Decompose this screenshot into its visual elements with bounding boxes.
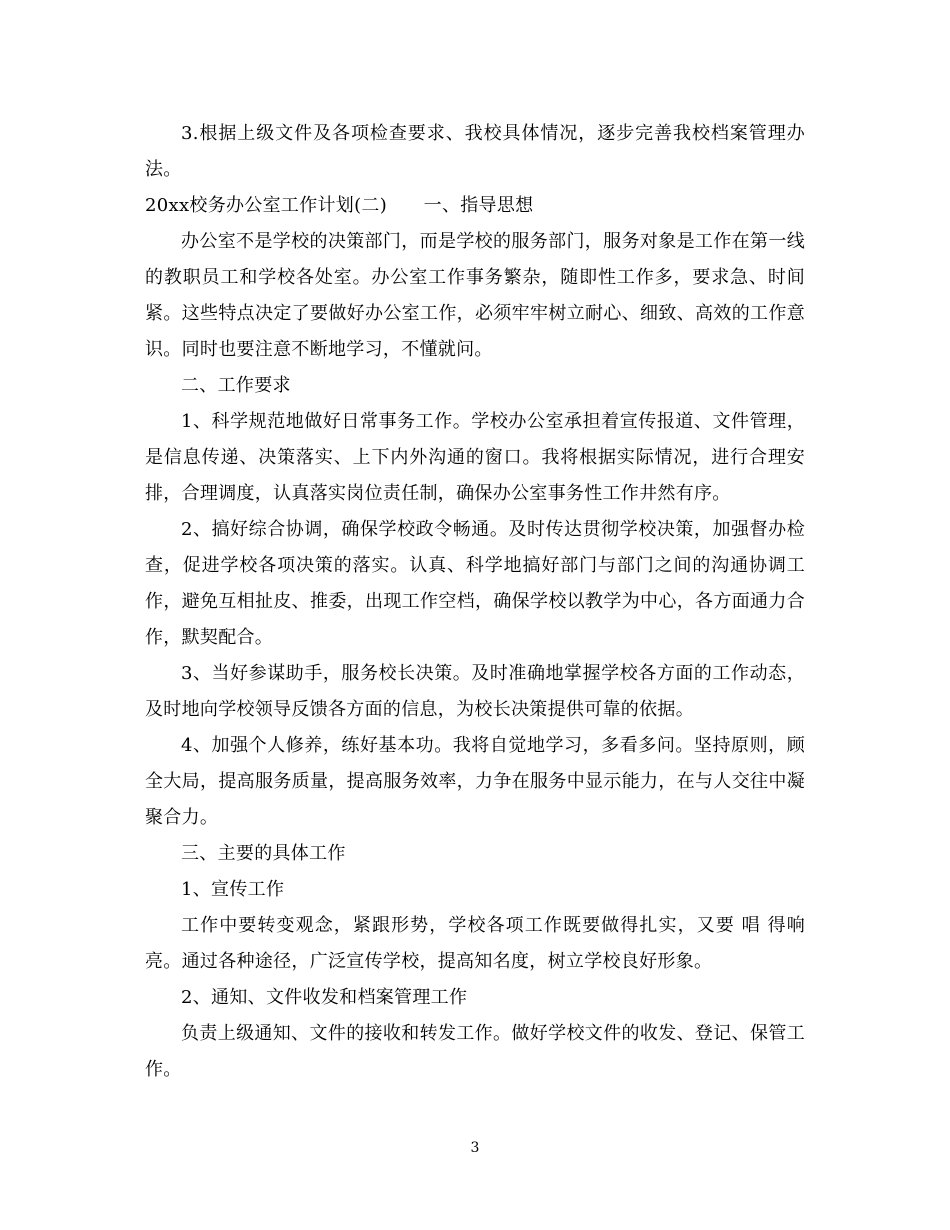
section-heading-main-work: 三、主要的具体工作: [181, 843, 346, 864]
paragraph-requirement-2: 2、搞好综合协调，确保学校政令畅通。及时传达贯彻学校决策，加强督办检查，促进学校各项决策的落实。认真、科学地搞好部门与部门之间的沟通协调工作，避免互相扯皮、推委，出现工作空档，确保学校以教学为中心，各方面通力合作，默契配合。: [145, 519, 805, 648]
paragraph-documents-archive: 负责上级通知、文件的接收和转发工作。做好学校文件的收发、登记、保管工作。: [145, 1023, 805, 1080]
section-heading-work-requirements: 二、工作要求: [181, 375, 291, 396]
subheading-publicity-work: 1、宣传工作: [181, 879, 285, 900]
paragraph-guiding-thought: 办公室不是学校的决策部门，而是学校的服务部门，服务对象是工作在第一线的教职员工和学校各处室。办公室工作事务繁杂，随即性工作多，要求急、时间紧。这些特点决定了要做好办公室工作，必须牢牢树立耐心、细致、高效的工作意识。同时也要注意不断地学习，不懂就问。: [145, 231, 805, 360]
plan-title-heading: 20xx校务办公室工作计划(二) 一、指导思想: [145, 195, 534, 216]
paragraph-requirement-1: 1、科学规范地做好日常事务工作。学校办公室承担着宣传报道、文件管理，是信息传递、决策落实、上下内外沟通的窗口。我将根据实际情况，进行合理安排，合理调度，认真落实岗位责任制，确保办公室事务性工作井然有序。: [145, 411, 805, 504]
paragraph-archive-management: 3.根据上级文件及各项检查要求、我校具体情况，逐步完善我校档案管理办法。: [145, 123, 805, 180]
document-body: [145, 116, 805, 1088]
subheading-documents-archive: 2、通知、文件收发和档案管理工作: [181, 987, 468, 1008]
paragraph-requirement-4: 4、加强个人修养，练好基本功。我将自觉地学习，多看多问。坚持原则，顾全大局，提高服务质量，提高服务效率，力争在服务中显示能力，在与人交往中凝聚合力。: [145, 735, 805, 828]
paragraph-publicity-work: 工作中要转变观念，紧跟形势，学校各项工作既要做得扎实，又要 唱 得响亮。通过各种途径，广泛宣传学校，提高知名度，树立学校良好形象。: [145, 915, 805, 972]
paragraph-requirement-3: 3、当好参谋助手，服务校长决策。及时准确地掌握学校各方面的工作动态，及时地向学校领导反馈各方面的信息，为校长决策提供可靠的依据。: [145, 663, 805, 720]
page-number: 3: [470, 1140, 480, 1156]
